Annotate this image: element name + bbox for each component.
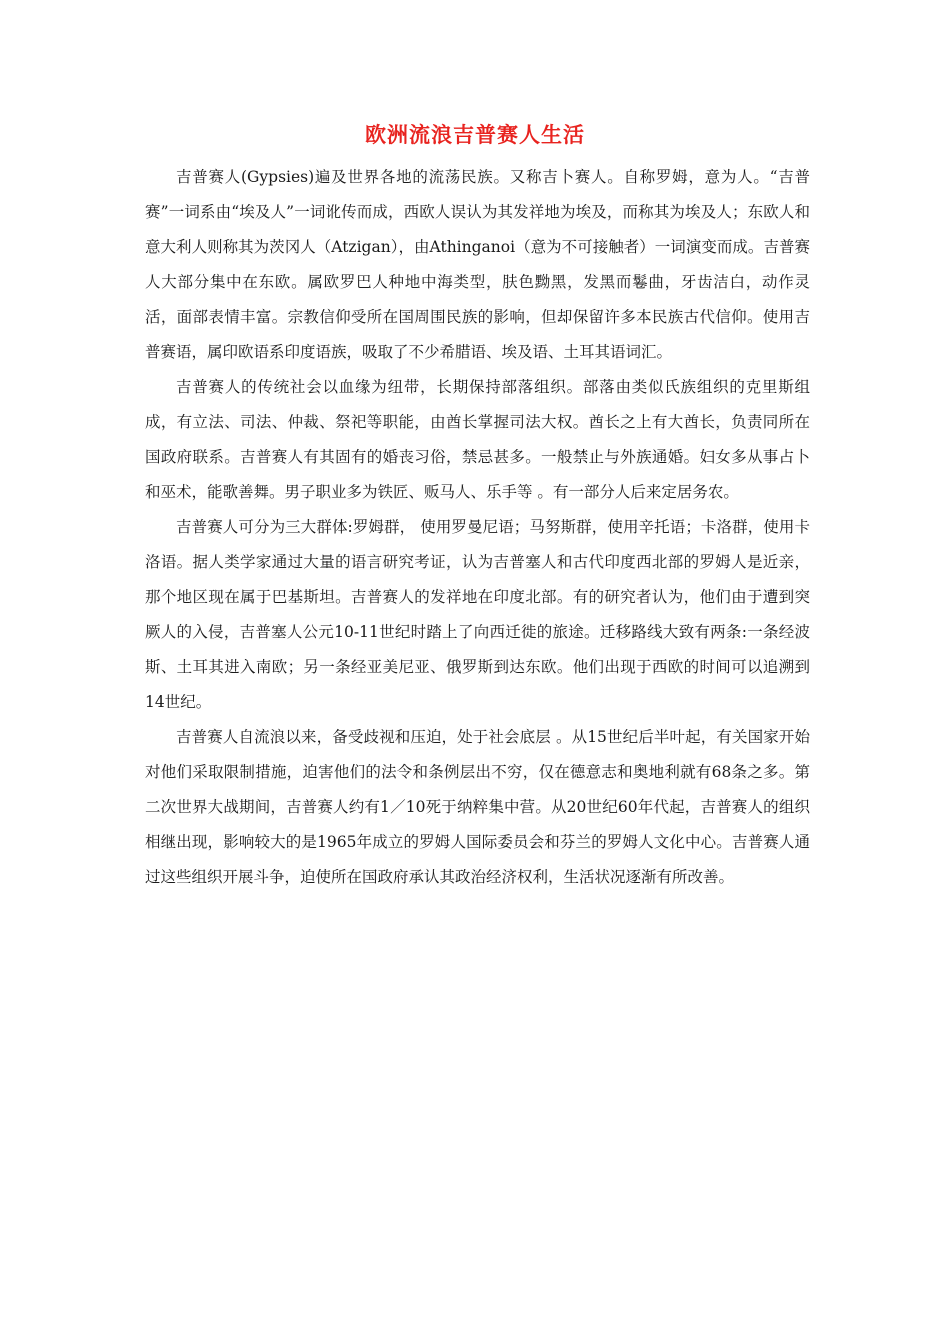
article-body <box>145 160 810 895</box>
paragraph: 吉普赛人(Gypsies)遍及世界各地的流荡民族。又称吉卜赛人。自称罗姆，意为人。“吉普赛”一词系由“埃及人”一词讹传而成，西欧人误认为其发祥地为埃及，而称其为埃及人；东欧人和意大利人则称其为茨冈人（Atzigan），由Athinganoi（意为不可接触者）一词演变而成。吉普赛人大部分集中在东欧。属欧罗巴人种地中海类型，肤色黝黑，发黑而鬈曲，牙齿洁白，动作灵活，面部表情丰富。宗教信仰受所在国周围民族的影响，但却保留许多本民族古代信仰。使用吉普赛语，属印欧语系印度语族，吸取了不少希腊语、埃及语、土耳其语词汇。 <box>145 168 810 361</box>
page-title: 欧洲流浪吉普赛人生活 <box>365 122 585 147</box>
paragraph: 吉普赛人的传统社会以血缘为纽带，长期保持部落组织。部落由类似氏族组织的克里斯组成，有立法、司法、仲裁、祭祀等职能，由酋长掌握司法大权。酋长之上有大酋长，负责同所在国政府联系。吉普赛人有其固有的婚丧习俗，禁忌甚多。一般禁止与外族通婚。妇女多从事占卜和巫术，能歌善舞。男子职业多为铁匠、贩马人、乐手等 。有一部分人后来定居务农。 <box>145 378 810 501</box>
paragraph: 吉普赛人可分为三大群体:罗姆群， 使用罗曼尼语；马努斯群，使用辛托语；卡洛群，使用卡洛语。据人类学家通过大量的语言研究考证，认为吉普塞人和古代印度西北部的罗姆人是近亲，那个地区现在属于巴基斯坦。吉普赛人的发祥地在印度北部。有的研究者认为，他们由于遭到突厥人的入侵，吉普塞人公元10-11世纪时踏上了向西迁徙的旅途。迁移路线大致有两条:一条经波斯、土耳其进入南欧；另一条经亚美尼亚、俄罗斯到达东欧。他们出现于西欧的时间可以追溯到14世纪。 <box>145 518 810 711</box>
paragraph: 吉普赛人自流浪以来，备受歧视和压迫，处于社会底层 。从15世纪后半叶起，有关国家开始对他们采取限制措施，迫害他们的法令和条例层出不穷，仅在德意志和奥地利就有68条之多。第二次世界大战期间，吉普赛人约有1／10死于纳粹集中营。从20世纪60年代起，吉普赛人的组织相继出现，影响较大的是1965年成立的罗姆人国际委员会和芬兰的罗姆人文化中心。吉普赛人通过这些组织开展斗争，迫使所在国政府承认其政治经济权利，生活状况逐渐有所改善。 <box>145 728 810 886</box>
